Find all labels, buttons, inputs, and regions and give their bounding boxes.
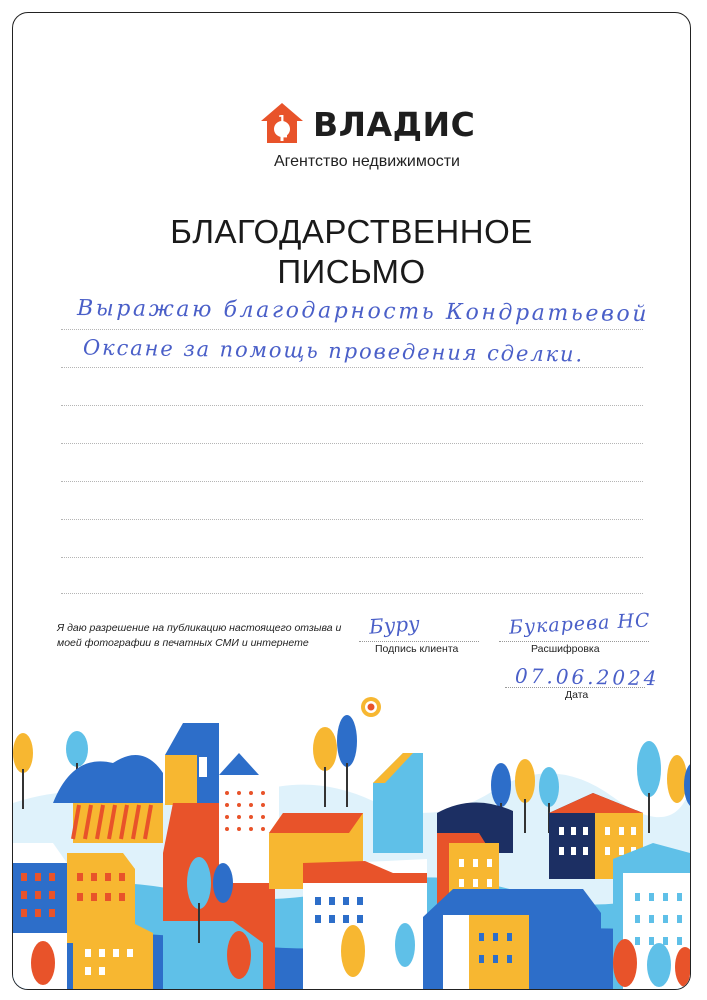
- page-title-line1: БЛАГОДАРСТВЕННОЕ: [170, 213, 533, 250]
- signature-label: Подпись клиента: [375, 643, 459, 655]
- writing-line: [61, 443, 643, 444]
- page-title-line2: ПИСЬМО: [277, 253, 426, 290]
- signature-line: [359, 641, 479, 642]
- consent-text: Я даю разрешение на публикацию настоящего отзыва и моей фотографии в печатных СМИ и интернете: [57, 622, 342, 649]
- logo-digit: 1: [277, 113, 287, 127]
- letter-sheet: [12, 12, 691, 990]
- writing-line: [61, 557, 643, 558]
- writing-line: [61, 329, 643, 330]
- writing-line: [61, 405, 643, 406]
- date-handwritten: 07.06.2024: [514, 663, 660, 691]
- writing-line: [61, 519, 643, 520]
- brand-name: ВЛАДИС: [313, 105, 476, 144]
- house-key-icon: [259, 101, 305, 145]
- handwritten-line-1: Выражаю благодарность Кондратьевой: [76, 296, 650, 327]
- brand-tagline: Агентство недвижимости: [274, 153, 460, 170]
- client-signature: Буру: [368, 611, 421, 639]
- handwritten-line-2: Оксане за помощь проведения сделки.: [82, 335, 585, 367]
- date-label: Дата: [565, 689, 589, 701]
- writing-line: [61, 367, 643, 368]
- decode-line: [499, 641, 649, 642]
- writing-line: [61, 593, 643, 594]
- writing-line: [61, 481, 643, 482]
- decode-label: Расшифровка: [531, 643, 600, 655]
- city-illustration: [13, 693, 690, 989]
- brand-logo: [247, 93, 487, 183]
- sun-icon: [361, 697, 381, 717]
- client-name-handwritten: Букарева НС: [508, 609, 652, 639]
